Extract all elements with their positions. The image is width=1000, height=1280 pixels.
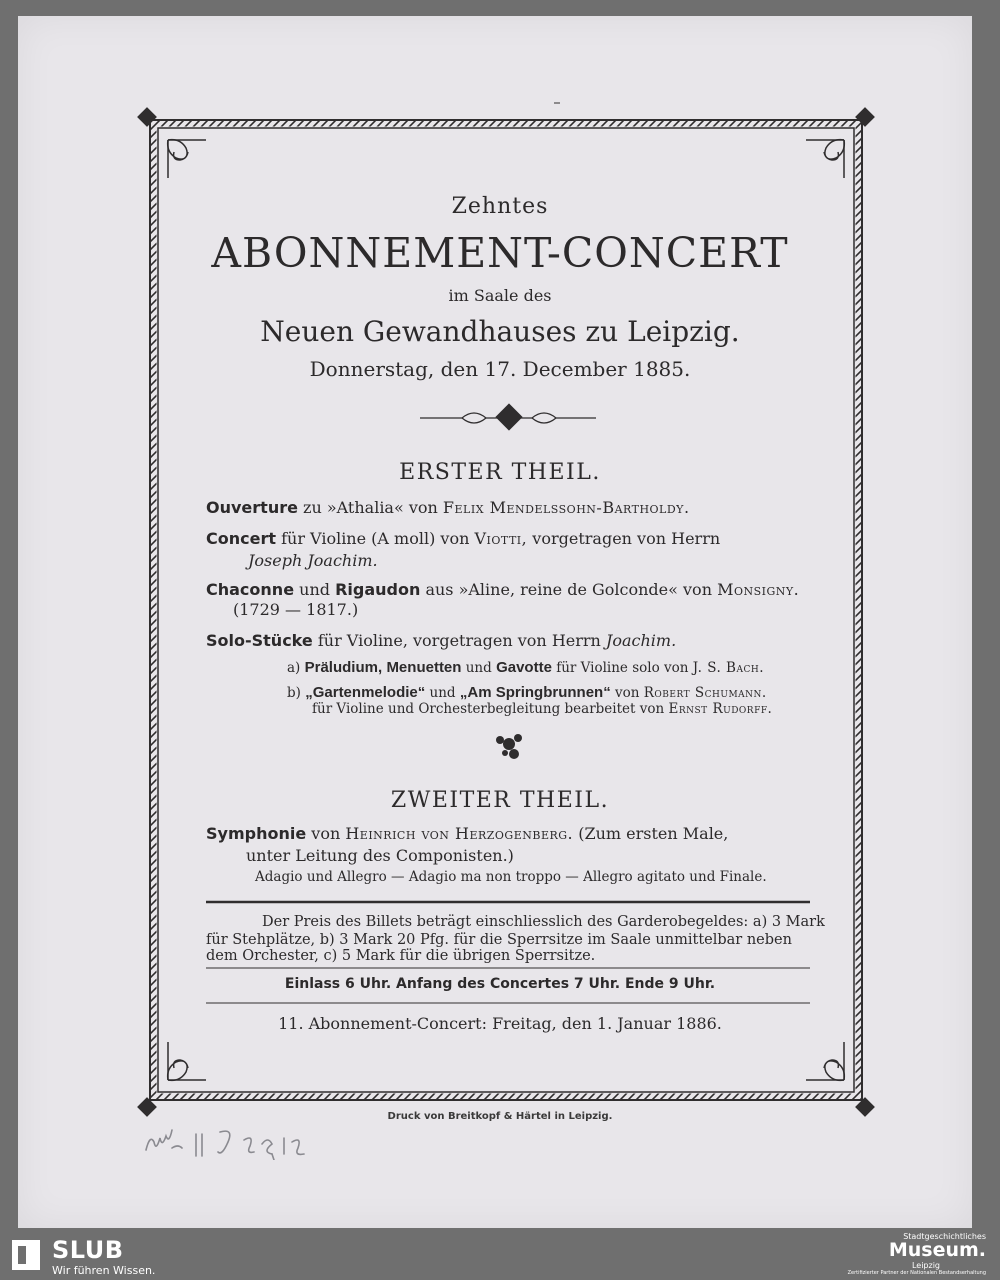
venue: Neuen Gewandhauses zu Leipzig. bbox=[260, 315, 740, 348]
leaf-ornament-icon bbox=[496, 734, 522, 759]
symphony-note: unter Leitung des Componisten.) bbox=[246, 846, 514, 865]
program-item-3: Chaconne und Rigaudon aus »Aline, reine de Golconde« von Monsigny. bbox=[206, 580, 800, 599]
museum-name: Museum. bbox=[888, 1239, 986, 1261]
footer-bar bbox=[0, 1228, 1000, 1280]
museum-top: Stadtgeschichtliches bbox=[903, 1232, 986, 1241]
slub-name: SLUB bbox=[52, 1236, 124, 1264]
slub-tagline: Wir führen Wissen. bbox=[52, 1264, 156, 1277]
program-item-1: Ouverture zu »Athalia« von Felix Mendelssohn-Bartholdy. bbox=[206, 498, 690, 517]
program-item-2: Concert für Violine (A moll) von Viotti, vorgetragen von Herrn bbox=[206, 529, 721, 548]
admission-times: Einlass 6 Uhr. Anfang des Concertes 7 Uhr. Ende 9 Uhr. bbox=[284, 976, 716, 992]
museum-city: Leipzig bbox=[911, 1261, 940, 1270]
program-item-3-years: (1729 — 1817.) bbox=[233, 600, 359, 619]
program-item-2-performer: Joseph Joachim. bbox=[248, 551, 378, 570]
symphony-movements: Adagio und Allegro — Adagio ma non troppo — Allegro agitato und Finale. bbox=[255, 869, 767, 885]
venue-pre: im Saale des bbox=[448, 286, 552, 305]
kicker: Zehntes bbox=[451, 194, 549, 219]
museum-fine-print: Zertifizierter Partner der Nationalen Bestandserhaltung bbox=[847, 1270, 986, 1276]
price-line-1: Der Preis des Billets beträgt einschliesslich des Garderobegeldes: a) 3 Mark bbox=[262, 914, 825, 930]
slub-logo-icon bbox=[6, 1232, 46, 1276]
concert-date: Donnerstag, den 17. December 1885. bbox=[309, 357, 691, 381]
part2-heading: ZWEITER THEIL. bbox=[390, 788, 610, 813]
divider-ornament-icon bbox=[420, 404, 596, 429]
program-subitem-b-line2: für Violine und Orchesterbegleitung bearbeitet von Ernst Rudorff. bbox=[312, 701, 773, 717]
program-item-4: Solo-Stücke für Violine, vorgetragen von Herrn Joachim. bbox=[206, 631, 677, 650]
part1-heading: ERSTER THEIL. bbox=[399, 460, 601, 485]
symphony-line: Symphonie von Heinrich von Herzogenberg. (Zum ersten Male, bbox=[206, 824, 729, 843]
printer-imprint: Druck von Breitkopf & Härtel in Leipzig. bbox=[387, 1111, 613, 1122]
handwritten-shelfmark bbox=[140, 1120, 310, 1160]
price-line-3: dem Orchester, c) 5 Mark für die übrigen Sperrsitze. bbox=[206, 948, 596, 964]
program-subitem-b: b) „Gartenmelodie“ und „Am Springbrunnen“ von Robert Schumann. bbox=[287, 684, 767, 701]
concert-title: ABONNEMENT-CONCERT bbox=[211, 229, 789, 277]
program-subitem-a: a) Präludium, Menuetten und Gavotte für Violine solo von J. S. Bach. bbox=[287, 659, 764, 676]
price-line-2: für Stehplätze, b) 3 Mark 20 Pfg. für die Sperrsitze im Saale unmittelbar neben bbox=[206, 932, 792, 948]
next-concert: 11. Abonnement-Concert: Freitag, den 1. Januar 1886. bbox=[278, 1014, 722, 1033]
